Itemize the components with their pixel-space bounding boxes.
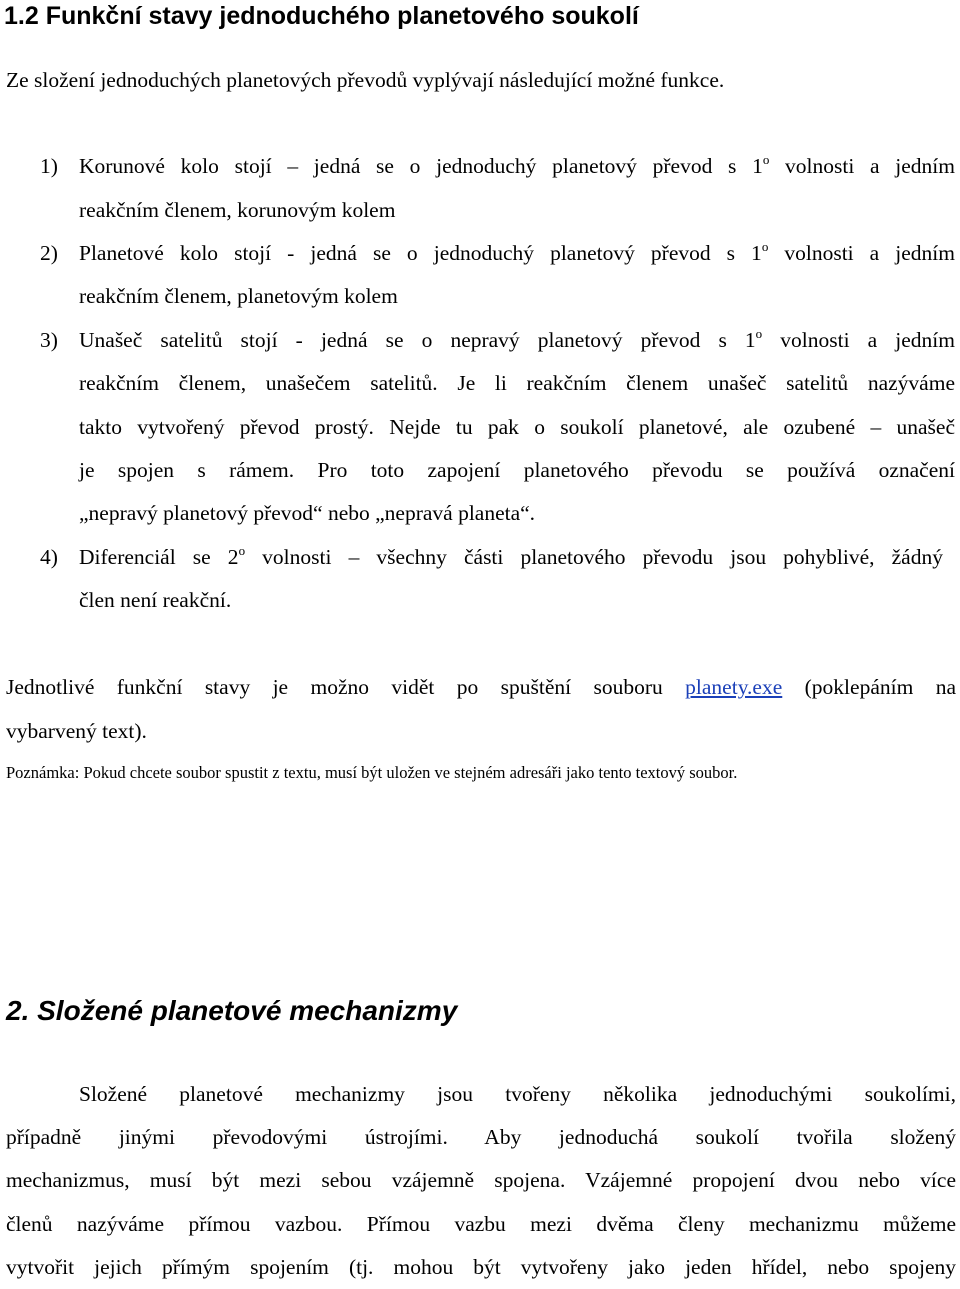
planety-exe-link[interactable]: planety.exe bbox=[685, 675, 783, 699]
paragraph-line: vytvořit jejich přímým spojením (tj. mohou být vytvořeny jako jeden hřídel, nebo spojeny bbox=[6, 1255, 956, 1279]
paragraph-line: mechanizmus, musí být mezi sebou vzájemně spojena. Vzájemné propojení dvou nebo více bbox=[6, 1168, 956, 1192]
list-item-number: 3) bbox=[40, 328, 58, 352]
list-item-line: takto vytvořený převod prostý. Nejde tu pak o soukolí planetové, ale ozubené – unašeč bbox=[79, 415, 955, 439]
list-item-line: „nepravý planetový převod“ nebo „nepravá planeta“. bbox=[79, 501, 536, 525]
list-item-line: Planetové kolo stojí - jedná se o jednoduchý planetový převod s 1$^o$ volnosti a jedním bbox=[79, 239, 955, 265]
intro-paragraph: Ze složení jednoduchých planetových převodů vyplývají následující možné funkce. bbox=[6, 68, 725, 92]
list-item-number: 4) bbox=[40, 545, 58, 569]
paragraph-line: Složené planetové mechanizmy jsou tvořeny několika jednoduchými soukolími, bbox=[79, 1082, 956, 1106]
list-item-line: reakčním členem, korunovým kolem bbox=[79, 198, 396, 222]
list-item-line: je spojen s rámem. Pro toto zapojení planetového převodu se používá označení bbox=[79, 458, 955, 482]
section-heading: 2. Složené planetové mechanizmy bbox=[6, 995, 458, 1026]
list-item-line: reakčním členem, planetovým kolem bbox=[79, 284, 398, 308]
paragraph-line: případně jinými převodovými ústrojími. Aby jednoduchá soukolí tvořila složený bbox=[6, 1125, 956, 1149]
list-item-number: 1) bbox=[40, 154, 58, 178]
note-text: Poznámka: Pokud chcete soubor spustit z textu, musí být uložen ve stejném adresáři jako tento textový soubor. bbox=[6, 763, 738, 782]
link-paragraph: Jednotlivé funkční stavy je možno vidět po spuštění souboru planety.exe (poklepáním na bbox=[6, 675, 956, 699]
list-item-line: člen není reakční. bbox=[79, 588, 232, 612]
paragraph-line: členů nazýváme přímou vazbou. Přímou vazbu mezi dvěma členy mechanizmu můžeme bbox=[6, 1212, 956, 1236]
list-item-number: 2) bbox=[40, 241, 58, 265]
list-item-line: reakčním členem, unašečem satelitů. Je li reakčním členem unašeč satelitů nazýváme bbox=[79, 371, 955, 395]
list-item-line: Unašeč satelitů stojí - jedná se o nepravý planetový převod s 1$^o$ volnosti a jedním bbox=[79, 326, 955, 352]
section-heading: 1.2 Funkční stavy jednoduchého planetového soukolí bbox=[4, 2, 639, 30]
list-item-line: Diferenciál se 2$^o$ volnosti – všechny části planetového převodu jsou pohyblivé, žádný bbox=[79, 543, 943, 569]
link-paragraph-line: vybarvený text). bbox=[6, 719, 147, 743]
list-item-line: Korunové kolo stojí – jedná se o jednoduchý planetový převod s 1$^o$ volnosti a jedním bbox=[79, 152, 955, 178]
